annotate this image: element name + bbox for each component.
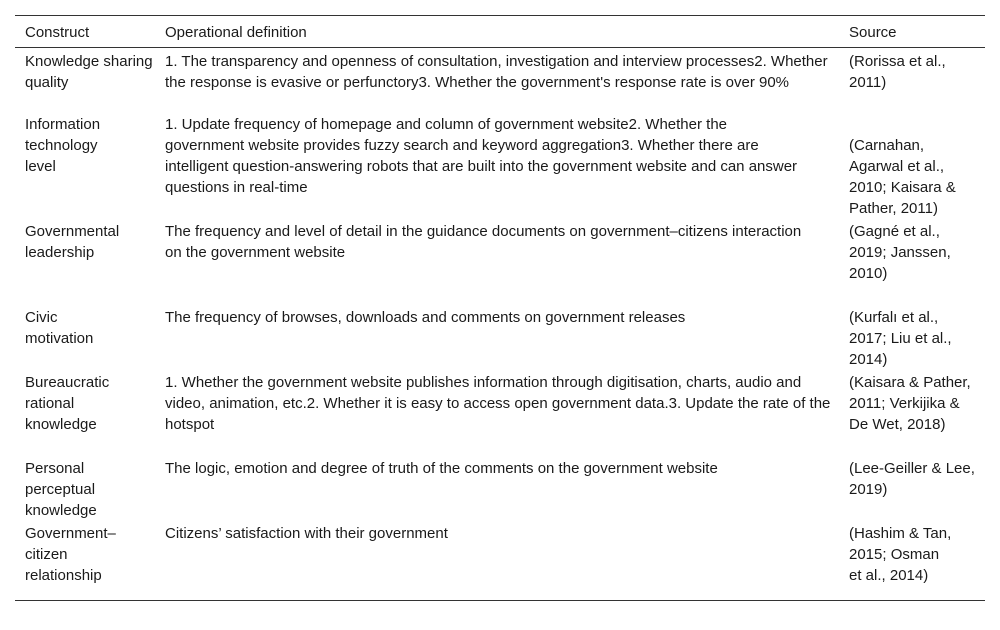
source-cell: (Kurfalı et al., 2017; Liu et al., 2014) bbox=[849, 309, 952, 368]
source-cell: (Lee-Geiller & Lee, 2019) bbox=[849, 460, 975, 498]
source-cell: (Hashim & Tan, 2015; Osman et al., 2014) bbox=[849, 525, 952, 584]
definition-cell: 1. The transparency and openness of consultation, investigation and interview processes2. Whether the response is evasive or perfunctory3. Whether the government's response rate is over 90% bbox=[165, 53, 828, 91]
definition-cell: Citizens’ satisfaction with their government bbox=[165, 525, 448, 542]
table-row bbox=[15, 218, 985, 304]
construct-cell: Government–citizen relationship bbox=[25, 525, 116, 584]
construct-cell: Civic motivation bbox=[25, 309, 94, 347]
source-cell: (Gagné et al., 2019; Janssen, 2010) bbox=[849, 223, 951, 282]
source-cell: (Carnahan, Agarwal et al., 2010; Kaisara & Pather, 2011) bbox=[849, 137, 956, 217]
definition-cell: 1. Whether the government website publishes information through digitisation, charts, audio and video, animation, etc.2. Whether it is easy to access open government data.3. Update the rate of the hotspot bbox=[165, 374, 831, 433]
construct-cell: Knowledge sharing quality bbox=[25, 53, 153, 91]
construct-cell: Governmental leadership bbox=[25, 223, 120, 261]
construct-cell: Information technology level bbox=[25, 116, 101, 175]
table-row bbox=[15, 304, 985, 369]
table-row bbox=[15, 455, 985, 520]
table-row bbox=[15, 111, 985, 218]
definitions-table bbox=[15, 15, 985, 601]
construct-cell: Personal perceptual knowledge bbox=[25, 460, 97, 519]
table-row bbox=[15, 48, 985, 111]
table-row bbox=[15, 369, 985, 455]
source-cell: (Kaisara & Pather, 2011; Verkijika & De Wet, 2018) bbox=[849, 374, 971, 433]
header-source: Source bbox=[849, 24, 897, 41]
header-construct: Construct bbox=[25, 24, 90, 41]
table-header bbox=[15, 16, 985, 48]
definition-cell: The frequency and level of detail in the guidance documents on government–citizens interaction on the government website bbox=[165, 223, 802, 261]
definition-cell: The frequency of browses, downloads and comments on government releases bbox=[165, 309, 686, 326]
definition-cell: The logic, emotion and degree of truth of the comments on the government website bbox=[165, 460, 718, 477]
source-cell: (Rorissa et al., 2011) bbox=[849, 53, 946, 91]
definition-cell: 1. Update frequency of homepage and column of government website2. Whether the government website provides fuzzy search and keyword aggregation3. Whether there are intelligent question-answering robots that are built into the government website and can answer questions in real-time bbox=[165, 116, 798, 196]
construct-cell: Bureaucratic rational knowledge bbox=[25, 374, 110, 433]
header-definition: Operational definition bbox=[165, 24, 307, 41]
table-row bbox=[15, 520, 985, 600]
